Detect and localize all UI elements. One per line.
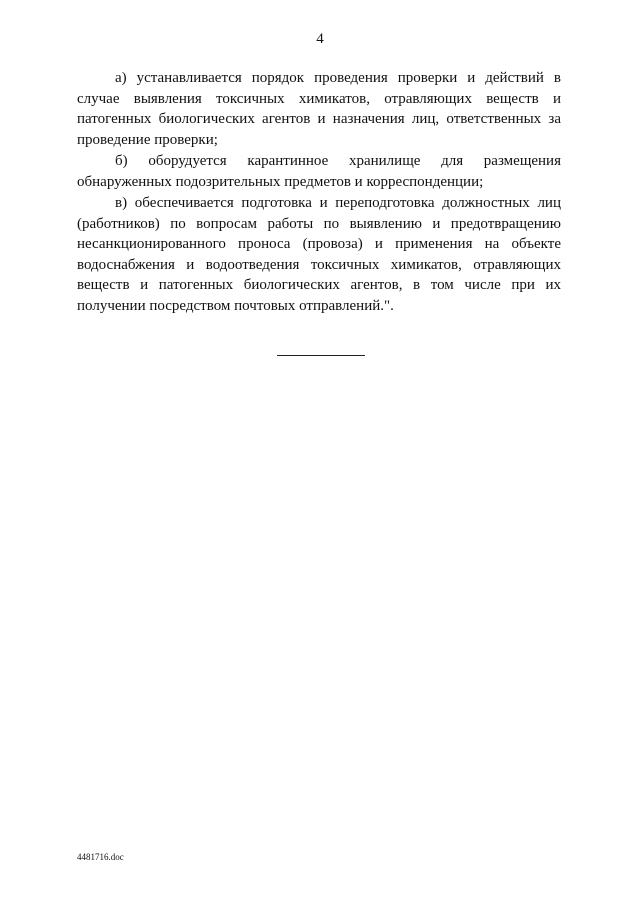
end-divider-line (277, 355, 365, 356)
paragraph-a: а) устанавливается порядок проведения проверки и действий в случае выявления токсичных химикатов, отравляющих веществ и патогенных биологических агентов и назначения лиц, ответственных за проведение проверки; (77, 70, 561, 148)
footer-file-code: 4481716.doc (77, 852, 124, 862)
document-body (77, 68, 561, 317)
paragraph-b: б) оборудуется карантинное хранилище для размещения обнаруженных подозрительных предметов и корреспонденции; (77, 153, 561, 190)
page-number: 4 (316, 31, 324, 47)
paragraph-c: в) обеспечивается подготовка и переподготовка должностных лиц (работников) по вопросам работы по выявлению и предотвращению несанкционированного проноса (провоза) и применения на объекте водоснабжения и водоотведения токсичных химикатов, отравляющих веществ и патогенных биологических агентов, в том числе при их получении посредством почтовых отправлений.". (77, 195, 561, 314)
